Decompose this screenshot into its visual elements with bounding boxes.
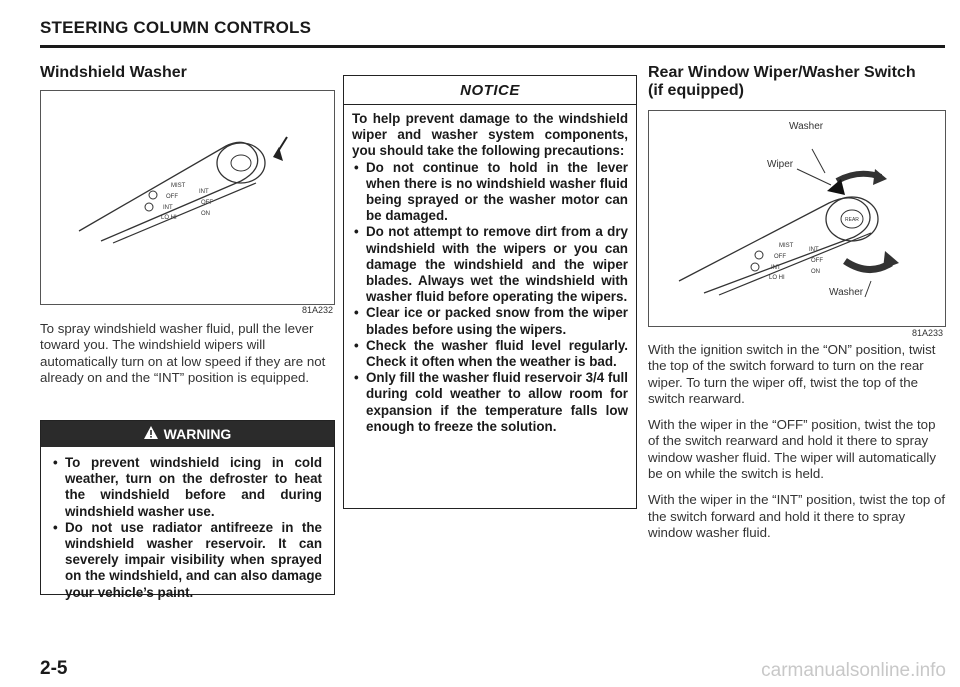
svg-text:ON: ON: [811, 269, 820, 275]
svg-text:ON: ON: [201, 211, 210, 217]
notice-item: • Do not continue to hold in the lever when there is no windshield washer fluid being sprayed or the washer motor can be damaged.: [352, 160, 628, 225]
warning-item: • To prevent windshield icing in cold weather, turn on the defroster to heat the windshield before and during windshield washer use.: [51, 455, 322, 520]
svg-text:LO HI: LO HI: [161, 215, 177, 221]
notice-header: NOTICE: [344, 76, 636, 105]
rear-wiper-heading-line1: Rear Window Wiper/Washer Switch: [648, 64, 916, 81]
windshield-washer-paragraph: To spray windshield washer fluid, pull the lever toward you. The windshield wipers will automatically turn on at low speed if they are not already on and the “INT” position is equipped.: [40, 321, 326, 385]
rear-wiper-paragraph: With the wiper in the “OFF” position, twist the top of the switch rearward and hold it there to spray window washer fluid. The wiper will automatically be on while the switch is held.: [648, 417, 936, 482]
notice-item: • Only fill the washer fluid reservoir 3/4 full during cold weather to allow room for expansion if the temperature falls low enough to freeze the solution.: [352, 370, 628, 435]
fig-label-washer-top: Washer: [789, 121, 824, 132]
notice-box: [343, 75, 637, 509]
rear-wiper-heading-line2: (if equipped): [648, 82, 744, 99]
notice-item: • Do not attempt to remove dirt from a dry windshield with the wipers or you can damage the windshield and the wiper blades. Always wet the windshield with washer fluid before operating the wipers.: [352, 224, 628, 305]
rear-wiper-text: [648, 342, 946, 541]
figure-code: 81A232: [301, 305, 333, 315]
svg-text:INT: INT: [809, 247, 819, 253]
warning-banner: [41, 421, 334, 447]
svg-text:OFF: OFF: [774, 254, 786, 260]
rear-wiper-figure: [648, 110, 946, 327]
svg-text:INT: INT: [163, 205, 173, 211]
page-number: 2-5: [40, 658, 68, 679]
fig-label-washer-bottom: Washer: [829, 287, 864, 298]
svg-text:MIST: MIST: [779, 243, 794, 249]
notice-content: [344, 105, 636, 435]
rear-wiper-paragraph: With the ignition switch in the “ON” position, twist the top of the switch forward to turn on the rear wiper. To turn the wiper off, twist the top of the switch rearward.: [648, 342, 936, 406]
rear-wiper-paragraph: With the wiper in the “INT” position, twist the top of the switch forward and hold it there to spray window washer fluid.: [648, 492, 946, 540]
warning-box: [40, 420, 335, 600]
warning-label: WARNING: [163, 426, 232, 442]
svg-text:LO HI: LO HI: [769, 275, 785, 281]
fig-label-wiper: Wiper: [767, 159, 794, 170]
section-title: STEERING COLUMN CONTROLS: [40, 18, 312, 37]
svg-text:OFF: OFF: [811, 258, 823, 264]
svg-text:MIST: MIST: [171, 183, 186, 189]
svg-text:REAR: REAR: [845, 217, 859, 223]
rear-wiper-switch-illustration: [649, 111, 945, 326]
notice-intro: To help prevent damage to the windshield wiper and washer system components, you should take the following precautions:: [352, 111, 628, 159]
notice-item: • Check the washer fluid level regularly. Check it often when the weather is bad.: [352, 338, 628, 370]
header-rule: [40, 45, 945, 48]
rear-wiper-heading: [648, 64, 948, 100]
notice-item: • Clear ice or packed snow from the wiper blades before using the wipers.: [352, 305, 628, 337]
warning-item: • Do not use radiator antifreeze in the windshield washer reservoir. It can severely impair visibility when sprayed on the windshield, and can also damage your vehicle’s paint.: [51, 520, 322, 601]
svg-text:OFF: OFF: [166, 194, 178, 200]
warning-icon: [144, 426, 158, 442]
figure-code: 81A233: [911, 328, 943, 338]
watermark: carmanualsonline.info: [761, 660, 946, 681]
svg-text:INT: INT: [771, 265, 781, 271]
svg-text:OFF: OFF: [201, 200, 213, 206]
windshield-washer-figure: [40, 90, 335, 305]
wiper-lever-illustration: [41, 91, 334, 304]
notice-list: [352, 160, 628, 435]
windshield-washer-heading: Windshield Washer: [40, 64, 187, 81]
warning-list: [41, 447, 334, 601]
svg-text:INT: INT: [199, 189, 209, 195]
